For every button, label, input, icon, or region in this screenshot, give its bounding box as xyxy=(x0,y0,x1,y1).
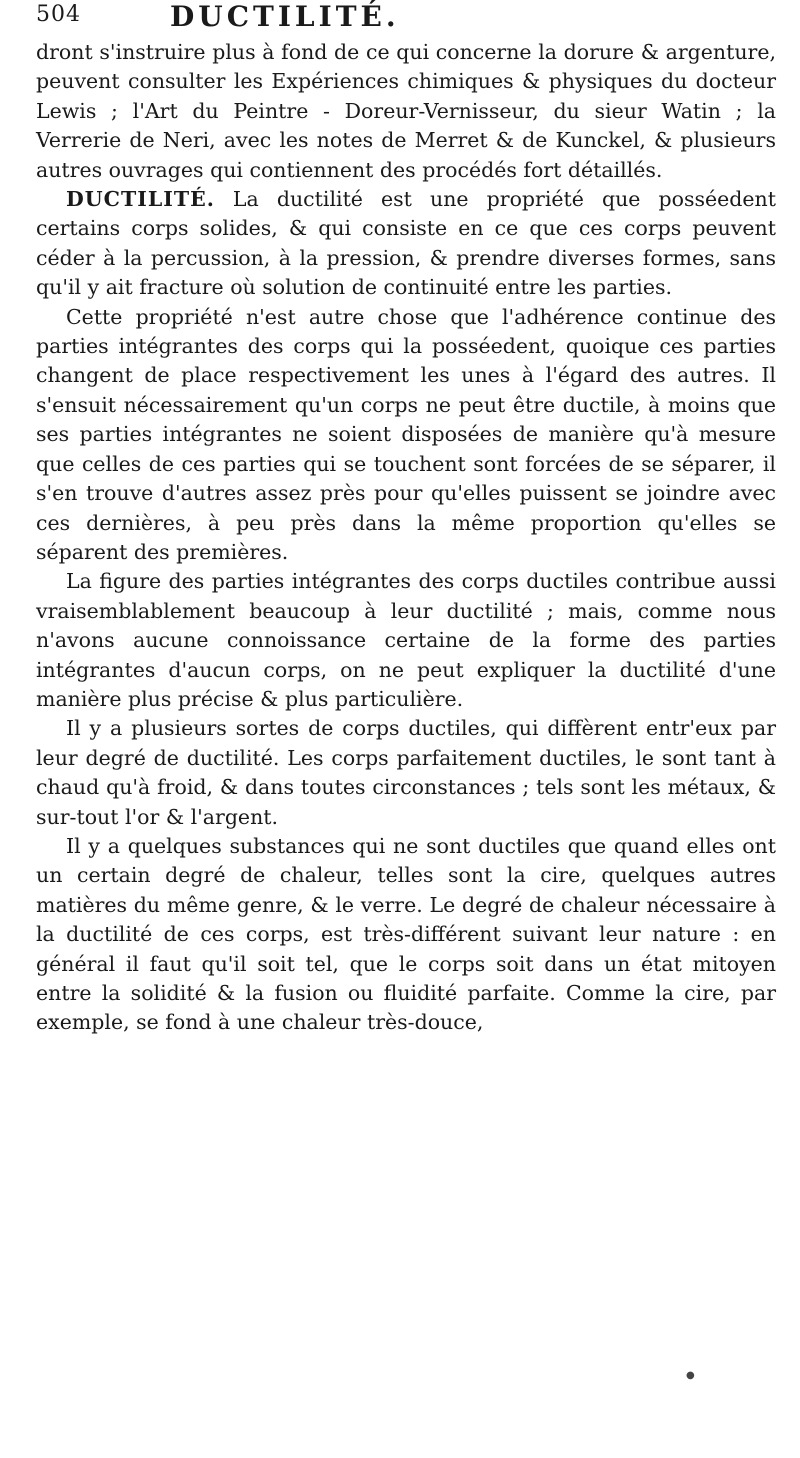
paragraph-heat: Il y a quelques substances qui ne sont ductiles que quand elles ont un certain degré de chaleur, telles sont la cire, quelques autres matières du même genre, & le verre. Le degré de chaleur nécessaire à la ductilité de ces corps, est très-différent suivant leur nature : en général il faut qu'il soit tel, que le corps soit dans un état mitoyen entre la solidité & la fusion ou fluidité parfaite. Comme la cire, par exemple, se fond à une chaleur très-douce, xyxy=(36,833,776,1035)
paragraph-adherence: Cette propriété n'est autre chose que l'adhérence continue des parties intégrantes des corps qui la posséedent, quoique ces parties changent de place respectivement les unes à l'égard des autres. Il s'ensuit nécessairement qu'un corps ne peut être ductile, à moins que ses parties intégrantes ne soient disposées de manière qu'à mesure que celles de ces parties qui se touchent sont forcées de se séparer, il s'en trouve d'autres assez près pour qu'elles puissent se joindre avec ces dernières, à peu près dans la même proportion qu'elles se séparent des premières. xyxy=(36,304,776,564)
running-head xyxy=(36,2,776,34)
paragraph-sorts: Il y a plusieurs sortes de corps ductiles, qui diffèrent entr'eux par leur degré de ductilité. Les corps parfaitement ductiles, le sont tant à chaud qu'à froid, & dans toutes circonstances ; tels sont les métaux, & sur-tout l'or & l'argent. xyxy=(36,716,776,829)
definition-text: La ductilité est une propriété que posséedent certains corps solides, & qui consiste en ce que ces corps peuvent céder à la percussion, à la pression, & prendre diverses formes, sans qu'il y ait fracture où solution de continuité entre les parties. xyxy=(36,187,776,300)
paragraph-figure: La figure des parties intégrantes des corps ductiles contribue aussi vraisemblablement beaucoup à leur ductilité ; mais, comme nous n'avons aucune connoissance certaine de la forme des parties intégrantes d'aucun corps, on ne peut expliquer la ductilité d'une manière plus précise & plus particulière. xyxy=(36,569,776,711)
entry-headword: DUCTILITÉ. xyxy=(66,187,215,212)
paragraph-definition xyxy=(36,185,776,303)
paragraph-continuation: dront s'instruire plus à fond de ce qui concerne la dorure & argenture, peuvent consulter les Expériences chimiques & physiques du docteur Lewis ; l'Art du Peintre - Doreur-Vernisseur, du sieur Watin ; la Verrerie de Neri, avec les notes de Merret & de Kunckel, & plusieurs autres ouvrages qui contiennent des procédés fort détaillés. xyxy=(36,40,776,182)
body-text xyxy=(36,38,776,1038)
running-title: DUCTILITÉ. xyxy=(170,0,400,33)
printer-mark-icon: ● xyxy=(686,1370,695,1381)
page-number: 504 xyxy=(36,2,81,27)
